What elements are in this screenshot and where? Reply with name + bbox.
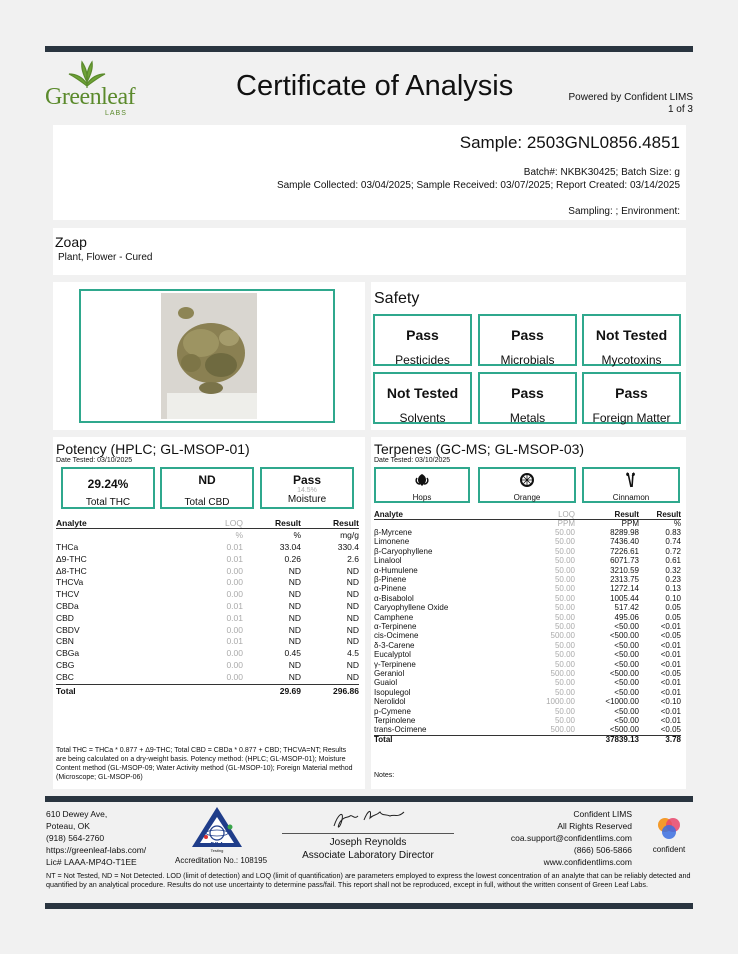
- potency-cell: 2.6: [347, 553, 359, 564]
- potency-cell: 0.01: [226, 542, 243, 552]
- potency-cell: 330.4: [337, 542, 359, 552]
- terpenes-title: Terpenes (GC-MS; GL-MSOP-03): [374, 441, 585, 457]
- terpene-cell: α-Terpinene: [374, 622, 417, 631]
- image-panel: [53, 282, 365, 430]
- potency-cell: THCVa: [56, 577, 84, 588]
- terpene-cell: <1000.00: [605, 697, 639, 707]
- product-name: Zoap: [55, 234, 87, 250]
- terpene-cell: <0.01: [660, 687, 681, 697]
- aroma-hops: Hops: [374, 467, 470, 503]
- terpene-row: [374, 707, 681, 716]
- sampling-info: Sampling: ; Environment:: [568, 206, 680, 217]
- potency-cell: CBDa: [56, 601, 79, 611]
- terpene-row: [374, 556, 681, 565]
- terpene-cell: Caryophyllene Oxide: [374, 603, 449, 613]
- pjla-label: PJLA: [210, 842, 224, 848]
- terpene-cell: 0.83: [665, 528, 681, 537]
- footer-bar: [45, 796, 693, 802]
- potency-row: [56, 625, 359, 637]
- signer-name: Joseph Reynolds: [329, 837, 407, 848]
- terpene-cell: 50.00: [554, 659, 575, 669]
- potency-cell: Δ8-THC: [56, 565, 87, 576]
- terpene-cell: 50.00: [554, 556, 575, 566]
- potency-total-row: Total 29.69 296.86: [56, 686, 359, 696]
- terpene-cell: 517.42: [614, 603, 639, 613]
- pjla-sub: Testing: [210, 848, 224, 853]
- potency-cell: ND: [288, 565, 301, 576]
- terpene-cell: δ-3-Carene: [374, 640, 415, 650]
- potency-cell: CBG: [56, 660, 75, 670]
- terpene-row: [374, 650, 681, 659]
- potency-cell: 0.00: [226, 671, 243, 682]
- safety-mycotoxins: Not Tested Mycotoxins: [582, 314, 681, 366]
- potency-cell: 0.00: [226, 660, 243, 670]
- sample-panel: [53, 125, 686, 220]
- terpene-row: [374, 528, 681, 537]
- terpene-cell: 50.00: [554, 650, 575, 660]
- powered-by: Powered by Confident LIMS: [568, 92, 693, 103]
- terpene-cell: 1000.00: [546, 697, 575, 707]
- potency-cell: ND: [288, 612, 301, 623]
- potency-cell: ND: [288, 660, 301, 670]
- logo-text: Greenleaf: [45, 84, 136, 110]
- lims-website-link[interactable]: www.confidentlims.com: [543, 857, 632, 867]
- terpene-cell: 0.74: [665, 537, 681, 547]
- potency-units-row: % % mg/g: [235, 530, 359, 540]
- terpene-cell: Terpinolene: [374, 716, 416, 725]
- terpene-cell: 50.00: [554, 622, 575, 631]
- terpene-row: [374, 603, 681, 612]
- aroma-orange: Orange: [478, 467, 576, 503]
- terpene-cell: Nerolidol: [374, 697, 406, 707]
- potency-row: [56, 636, 359, 648]
- lims-email-link[interactable]: coa.support@confidentlims.com: [510, 833, 632, 843]
- potency-cell: CBN: [56, 636, 74, 647]
- terpene-cell: <50.00: [614, 706, 639, 716]
- potency-cell: 0.01: [226, 601, 243, 611]
- safety-solvents: Not Tested Solvents: [373, 372, 472, 424]
- terpene-cell: 500.00: [550, 631, 575, 641]
- batch-info: Batch#: NKBK30425; Batch Size: g: [523, 167, 680, 178]
- potency-cell: ND: [346, 589, 359, 600]
- terpene-cell: <500.00: [609, 669, 639, 678]
- potency-cell: 0.00: [226, 648, 243, 659]
- pjla-logo: [190, 805, 250, 855]
- potency-cell: ND: [288, 636, 301, 647]
- potency-cell: 33.04: [279, 542, 301, 552]
- terpene-cell: <50.00: [614, 659, 639, 669]
- terpene-cell: <50.00: [614, 678, 639, 688]
- terpene-cell: 50.00: [554, 575, 575, 584]
- terpene-cell: <50.00: [614, 716, 639, 725]
- terpene-cell: <0.10: [660, 697, 681, 707]
- terpenes-panel: [371, 437, 686, 789]
- terpene-cell: 500.00: [550, 725, 575, 735]
- potency-cell: ND: [288, 577, 301, 588]
- terpene-cell: 7436.40: [610, 537, 639, 547]
- potency-cell: ND: [346, 671, 359, 682]
- potency-cell: 0.00: [226, 589, 243, 600]
- moisture-box: Pass 14.5% Moisture: [260, 467, 354, 509]
- terpene-cell: <0.01: [660, 650, 681, 660]
- terpene-row: [374, 575, 681, 584]
- potency-cell: ND: [288, 671, 301, 682]
- potency-cell: 0.01: [226, 553, 243, 564]
- terpene-row: [374, 584, 681, 593]
- signer-title: Associate Laboratory Director: [302, 850, 434, 861]
- total-cbd-box: ND Total CBD: [160, 467, 254, 509]
- potency-cell: 0.00: [226, 624, 243, 635]
- terpene-cell: <0.01: [660, 716, 681, 725]
- potency-notes: Total THC = THCa * 0.877 + Δ9-THC; Total CBD = CBDa * 0.877 + CBD; THCVA=NT; Results are being calculated on a dry-weight basis. Potency method: (HPLC; GL-MSOP-01); Moisture Content method (GL-MSOP-09; Water Activity method (GL-MSOP-10); Foreign Material method (Microscope; GL-MSOP-06): [56, 747, 353, 781]
- terpene-row: [374, 669, 681, 678]
- potency-row: [56, 589, 359, 601]
- potency-cell: THCa: [56, 542, 79, 552]
- potency-cell: ND: [288, 624, 301, 635]
- terpene-cell: cis-Ocimene: [374, 631, 419, 641]
- potency-row: [56, 648, 359, 660]
- safety-title: Safety: [374, 290, 420, 307]
- terpene-row: [374, 622, 681, 631]
- terpene-cell: 0.10: [665, 593, 681, 603]
- potency-row: [56, 542, 359, 554]
- terpene-cell: 8289.98: [610, 528, 639, 537]
- sample-id: Sample: 2503GNL0856.4851: [459, 133, 680, 152]
- terpenes-date: Date Tested: 03/10/2025: [374, 457, 451, 464]
- potency-table: [56, 518, 359, 698]
- terpene-cell: <0.01: [660, 678, 681, 688]
- potency-cell: 0.00: [226, 577, 243, 588]
- terpene-cell: α-Pinene: [374, 584, 407, 594]
- terpene-row: [374, 547, 681, 556]
- terpene-cell: 0.05: [665, 603, 681, 613]
- terpene-cell: 0.32: [665, 565, 681, 575]
- potency-cell: CBDV: [56, 624, 80, 635]
- potency-cell: ND: [346, 565, 359, 576]
- potency-date: Date Tested: 03/10/2025: [56, 457, 133, 464]
- terpene-cell: Isopulegol: [374, 687, 411, 697]
- terpene-cell: <0.01: [660, 640, 681, 650]
- terpene-cell: γ-Terpinene: [374, 659, 416, 669]
- logo-sub: LABS: [105, 110, 127, 117]
- terpene-cell: <50.00: [614, 650, 639, 660]
- product-type: Plant, Flower - Cured: [58, 252, 153, 263]
- terpene-cell: <50.00: [614, 640, 639, 650]
- potency-cell: 0.26: [284, 553, 301, 564]
- signature: [330, 806, 410, 832]
- terpene-cell: 50.00: [554, 584, 575, 594]
- potency-cell: 0.01: [226, 612, 243, 623]
- terpene-cell: p-Cymene: [374, 706, 411, 716]
- potency-row: [56, 566, 359, 578]
- terpene-cell: β-Pinene: [374, 575, 407, 584]
- terpene-row: [374, 716, 681, 725]
- bottom-bar: [45, 903, 693, 909]
- terpene-cell: <0.05: [660, 631, 681, 641]
- potency-cell: ND: [346, 660, 359, 670]
- terpene-row: [374, 613, 681, 622]
- signature-line: [282, 833, 454, 834]
- potency-cell: ND: [346, 624, 359, 635]
- terpene-cell: Geraniol: [374, 669, 405, 678]
- terpene-cell: 500.00: [550, 669, 575, 678]
- header-rule: [56, 528, 359, 529]
- total-thc-box: 29.24% Total THC: [61, 467, 155, 509]
- lab-website-link[interactable]: https://greenleaf-labs.com/: [46, 845, 147, 855]
- potency-cell: THCV: [56, 589, 80, 600]
- terpene-cell: trans-Ocimene: [374, 725, 427, 735]
- terpene-cell: 495.06: [614, 612, 639, 622]
- terpene-cell: 50.00: [554, 546, 575, 556]
- terpene-cell: Limonene: [374, 537, 410, 547]
- terpene-cell: 50.00: [554, 640, 575, 650]
- terpene-cell: 0.72: [665, 546, 681, 556]
- terpene-cell: Eucalyptol: [374, 650, 411, 660]
- terpene-cell: 2313.75: [610, 575, 639, 584]
- terpene-cell: <500.00: [609, 725, 639, 735]
- terpene-row: [374, 678, 681, 687]
- terpene-cell: <0.01: [660, 706, 681, 716]
- greenleaf-logo: [45, 60, 135, 115]
- disclaimer: NT = Not Tested, ND = Not Detected. LOD (limit of detection) and LOQ (limit of quantification) are parameters employed to express the lowest concentration of an analyte that can be reliably detected and quantified by an analytical procedure. Results do not use uncertainty to determine pass/fail. This report shall not be reproduced, except in full, without the written consent of Green Leaf Labs.: [46, 871, 691, 889]
- potency-title: Potency (HPLC; GL-MSOP-01): [56, 441, 250, 457]
- confident-logo: confident: [646, 816, 692, 854]
- terpene-cell: Camphene: [374, 612, 414, 622]
- potency-row: [56, 577, 359, 589]
- terpene-cell: α-Bisabolol: [374, 593, 414, 603]
- terpene-cell: 6071.73: [610, 556, 639, 566]
- terpene-cell: 50.00: [554, 603, 575, 613]
- terpene-cell: Linalool: [374, 556, 402, 566]
- orange-icon: [519, 472, 535, 488]
- terpene-cell: 0.05: [665, 612, 681, 622]
- terpene-cell: <0.01: [660, 659, 681, 669]
- terpenes-header-row: Analyte LOQ Result Result: [374, 510, 681, 519]
- terpene-cell: <50.00: [614, 687, 639, 697]
- top-bar: [45, 46, 693, 52]
- terpene-cell: <0.05: [660, 669, 681, 678]
- lab-address: 610 Dewey Ave, Poteau, OK (918) 564-2760 https://greenleaf-labs.com/ Lic# LAAA-MP4O-T1EE: [46, 809, 147, 867]
- potency-cell: CBGa: [56, 648, 80, 659]
- page-title: Certificate of Analysis: [236, 70, 514, 102]
- sample-photo: [161, 293, 257, 419]
- cinnamon-icon: [623, 472, 639, 488]
- potency-cell: 4.5: [347, 648, 359, 659]
- potency-cell: CBC: [56, 671, 74, 682]
- terpene-cell: <0.01: [660, 622, 681, 631]
- page-count: 1 of 3: [667, 104, 693, 115]
- terpene-cell: 50.00: [554, 687, 575, 697]
- potency-row: [56, 601, 359, 613]
- terpene-cell: 50.00: [554, 706, 575, 716]
- terpene-cell: 1272.14: [610, 584, 639, 594]
- terpene-cell: 50.00: [554, 593, 575, 603]
- terpene-row: [374, 566, 681, 575]
- safety-microbials: Pass Microbials: [478, 314, 577, 366]
- terpene-cell: Guaiol: [374, 678, 398, 688]
- confident-icon: [656, 816, 682, 840]
- terpene-row: [374, 631, 681, 640]
- terpene-row: [374, 594, 681, 603]
- terpene-cell: <500.00: [609, 631, 639, 641]
- terpene-row: [374, 537, 681, 546]
- terpene-cell: <50.00: [614, 622, 639, 631]
- terpene-cell: 0.61: [665, 556, 681, 566]
- potency-cell: ND: [288, 601, 301, 611]
- terpene-cell: β-Caryophyllene: [374, 546, 433, 556]
- terpenes-units-row: PPM PPM %: [557, 519, 681, 528]
- terpene-cell: 50.00: [554, 537, 575, 547]
- terpene-cell: 50.00: [554, 612, 575, 622]
- terpene-cell: α-Humulene: [374, 565, 418, 575]
- terpene-row: [374, 660, 681, 669]
- terpene-cell: 50.00: [554, 565, 575, 575]
- terpenes-table: [374, 510, 681, 750]
- product-panel: [53, 228, 686, 275]
- terpene-cell: 7226.61: [610, 546, 639, 556]
- potency-cell: CBD: [56, 612, 74, 623]
- terpene-cell: 50.00: [554, 716, 575, 725]
- terpene-cell: 0.13: [665, 584, 681, 594]
- terpene-cell: <0.05: [660, 725, 681, 735]
- potency-cell: ND: [346, 636, 359, 647]
- sample-dates: Sample Collected: 03/04/2025; Sample Received: 03/07/2025; Report Created: 03/14/2025: [276, 180, 680, 191]
- terpene-row: [374, 641, 681, 650]
- potency-cell: ND: [346, 601, 359, 611]
- terpene-row: [374, 697, 681, 706]
- aroma-cinnamon: Cinnamon: [582, 467, 680, 503]
- terpene-cell: 50.00: [554, 678, 575, 688]
- potency-cell: 0.00: [226, 565, 243, 576]
- potency-cell: Δ9-THC: [56, 553, 87, 564]
- terpene-row: [374, 725, 681, 734]
- safety-metals: Pass Metals: [478, 372, 577, 424]
- terpene-cell: β-Myrcene: [374, 528, 412, 537]
- potency-header-row: Analyte LOQ Result Result: [56, 518, 359, 528]
- terpene-cell: 3210.59: [610, 565, 639, 575]
- potency-cell: ND: [346, 577, 359, 588]
- hops-icon: [414, 472, 430, 488]
- safety-pesticides: Pass Pesticides: [373, 314, 472, 366]
- potency-row: [56, 554, 359, 566]
- total-rule: [56, 684, 359, 685]
- terpene-cell: 1005.44: [610, 593, 639, 603]
- potency-panel: [53, 437, 365, 789]
- potency-row: [56, 660, 359, 672]
- potency-cell: 0.01: [226, 636, 243, 647]
- potency-cell: ND: [346, 612, 359, 623]
- lims-info: Confident LIMS All Rights Reserved coa.support@confidentlims.com (866) 506-5866 www.confidentlims.com: [510, 809, 632, 867]
- potency-cell: ND: [288, 589, 301, 600]
- safety-foreign-matter: Pass Foreign Matter: [582, 372, 681, 424]
- terpenes-total-row: Total 37839.13 3.78: [374, 735, 681, 744]
- terpene-cell: 0.23: [665, 575, 681, 584]
- terpene-cell: 50.00: [554, 528, 575, 537]
- image-frame: [79, 289, 335, 423]
- potency-row: [56, 613, 359, 625]
- terpenes-notes: Notes:: [374, 772, 395, 779]
- accreditation-number: Accreditation No.: 108195: [175, 856, 268, 865]
- potency-row: [56, 672, 359, 684]
- terpene-row: [374, 688, 681, 697]
- potency-cell: 0.45: [284, 648, 301, 659]
